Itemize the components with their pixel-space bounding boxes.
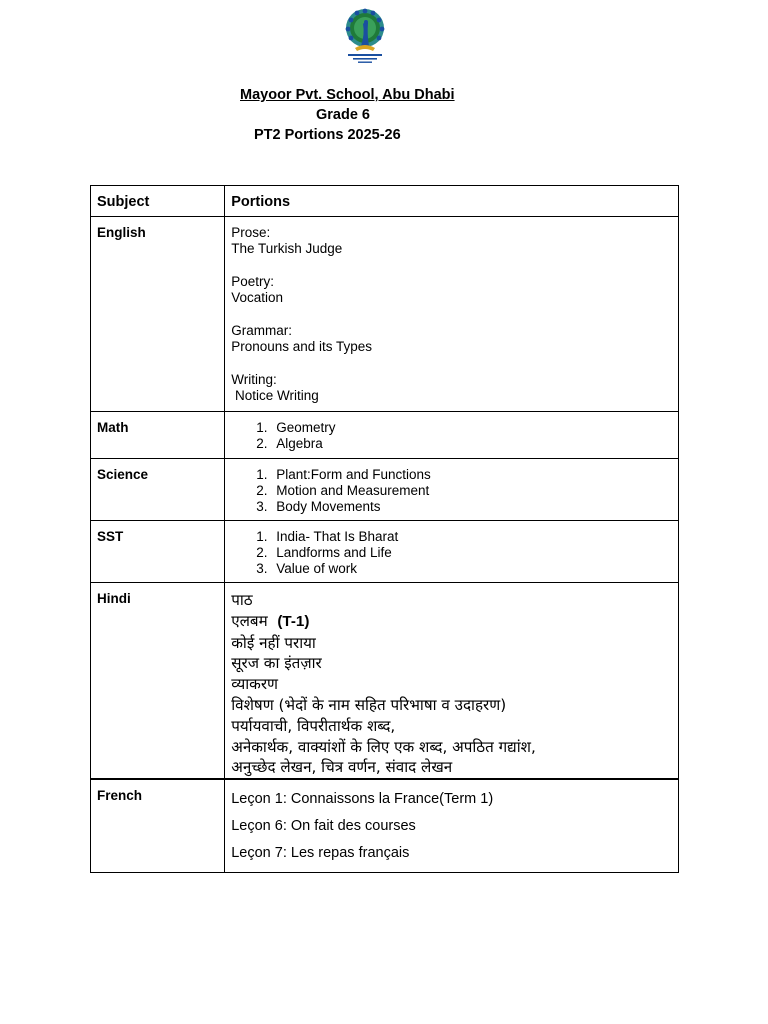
hindi-line: पर्यायवाची, विपरीतार्थक शब्द, [231, 716, 396, 735]
french-lesson: Leçon 1: Connaissons la France(Term 1) [231, 791, 494, 808]
french-lesson: Leçon 6: On fait des courses [231, 818, 416, 835]
peacock-logo-icon [339, 6, 391, 66]
table-row-english [91, 217, 679, 412]
subject-hindi: Hindi [91, 583, 225, 780]
math-topic-list [231, 420, 672, 452]
list-item: 2. Landforms and Life [256, 545, 392, 560]
table-row-french [91, 779, 679, 872]
subject-science: Science [91, 459, 225, 521]
subject-math: Math [91, 412, 225, 459]
prose-label: Prose: [231, 225, 271, 240]
hindi-line: सूरज का इंतज़ार [231, 654, 322, 673]
portions-english [225, 217, 679, 412]
table-row-math [91, 412, 679, 459]
hindi-line: अनेकार्थक, वाक्यांशों के लिए एक शब्द, अपठित गद्यांश, [231, 737, 536, 756]
portions-math [225, 412, 679, 459]
grade-heading: Grade 6 [316, 107, 370, 123]
subject-column-header: Subject [91, 186, 225, 217]
school-logo [339, 6, 391, 66]
list-item: 2. Algebra [256, 436, 323, 451]
hindi-line: विशेषण (भेदों के नाम सहित परिभाषा व उदाहरण) [231, 695, 507, 714]
grammar-topic: Pronouns and its Types [231, 339, 373, 355]
list-item: 3. Value of work [256, 561, 358, 576]
hindi-line: व्याकरण [231, 675, 279, 694]
poetry-topic: Vocation [231, 290, 284, 306]
table-row-hindi [91, 583, 679, 780]
list-item: 2. Motion and Measurement [256, 483, 430, 498]
subject-english: English [91, 217, 225, 412]
list-item: 3. Body Movements [256, 499, 381, 514]
subject-french: French [91, 779, 225, 872]
subject-sst: SST [91, 521, 225, 583]
hindi-line: एलबम (T-1) [231, 611, 310, 630]
portions-column-header: Portions [225, 186, 679, 217]
table-header-row [91, 186, 679, 217]
portions-french [225, 779, 679, 872]
portions-sst [225, 521, 679, 583]
grammar-label: Grammar: [231, 322, 292, 338]
prose-topic: The Turkish Judge [231, 241, 343, 257]
list-item: 1. India- That Is Bharat [256, 529, 399, 544]
poetry-label: Poetry: [231, 273, 274, 289]
portions-science [225, 459, 679, 521]
list-item: 1. Geometry [256, 420, 336, 435]
hindi-line: कोई नहीं पराया [231, 633, 316, 652]
table-row-science [91, 459, 679, 521]
exam-title: PT2 Portions 2025-26 [254, 127, 401, 143]
table-row-sst [91, 521, 679, 583]
hindi-line: पाठ [231, 591, 253, 609]
sst-topic-list [231, 529, 672, 577]
portions-hindi [225, 583, 679, 780]
writing-topic: Notice Writing [231, 387, 319, 403]
hindi-line: अनुच्छेद लेखन, चित्र वर्णन, संवाद लेखन [231, 758, 453, 777]
writing-label: Writing: [231, 371, 277, 387]
list-item: 1. Plant:Form and Functions [256, 467, 431, 482]
french-lesson: Leçon 7: Les repas français [231, 845, 410, 862]
science-topic-list [231, 467, 672, 515]
school-name: Mayoor Pvt. School, Abu Dhabi [240, 87, 455, 103]
portions-table [90, 185, 679, 873]
